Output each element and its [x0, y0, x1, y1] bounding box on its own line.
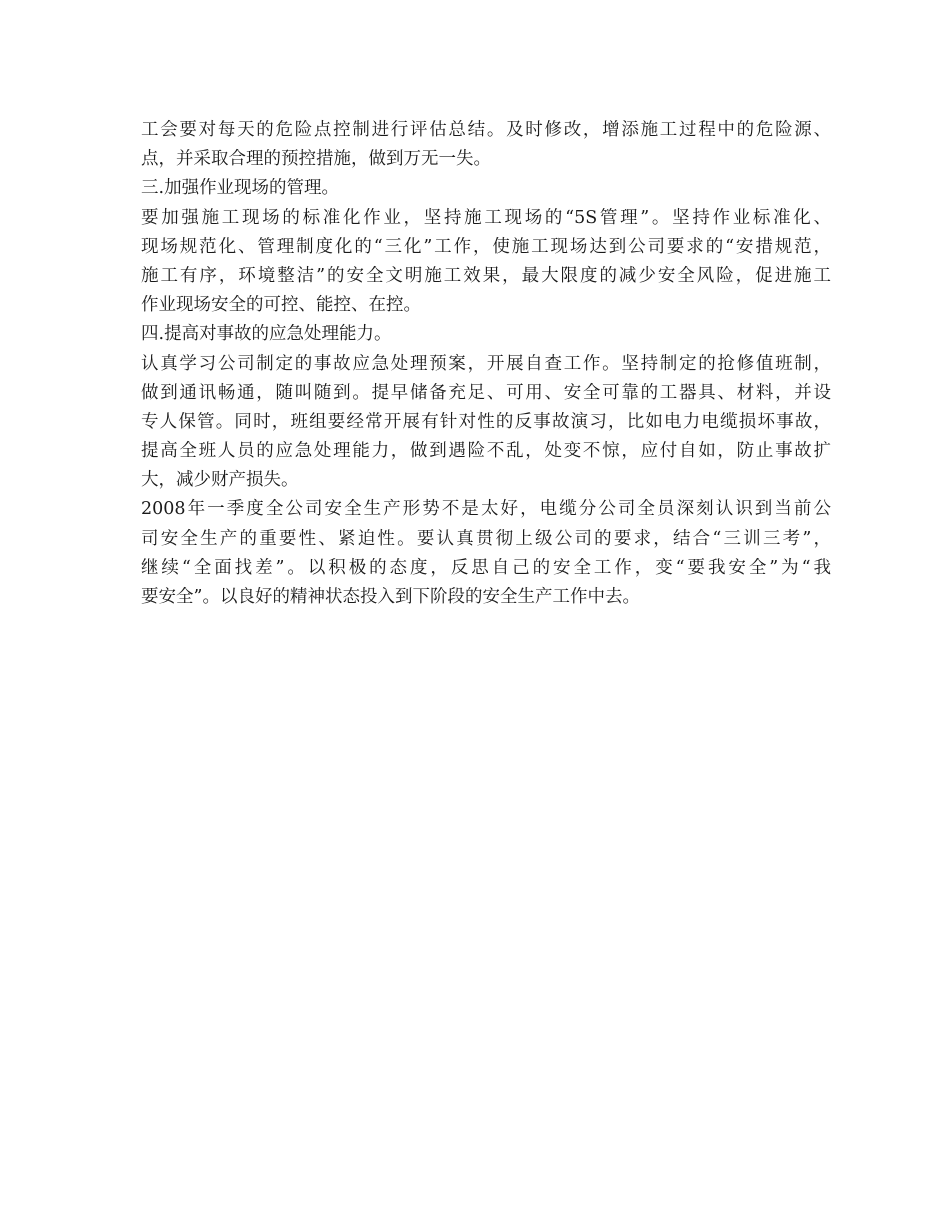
text-line: 专人保管。同时，班组要经常开展有针对性的反事故演习，比如电力电缆损坏事故， — [141, 411, 831, 432]
text-line: 大，减少财产损失。 — [141, 470, 299, 491]
text-line: 2008年一季度全公司安全生产形势不是太好，电缆分公司全员深刻认识到当前公 — [141, 499, 831, 520]
text-line: 提高全班人员的应急处理能力，做到遇险不乱，处变不惊，应付自如，防止事故扩 — [141, 441, 831, 462]
text-line: 要安全”。以良好的精神状态投入到下阶段的安全生产工作中去。 — [141, 587, 640, 607]
text-line: 作业现场安全的可控、能控、在控。 — [141, 295, 421, 316]
paragraph-conclusion — [141, 495, 831, 612]
text-line: 现场规范化、管理制度化的“三化”工作，使施工现场达到公司要求的“安措规范， — [141, 236, 831, 257]
heading-line: 三.加强作业现场的管理。 — [141, 178, 340, 199]
heading-line: 四.提高对事故的应急处理能力。 — [141, 324, 392, 345]
text-line: 继续“全面找差”。以积极的态度，反思自己的安全工作，变“要我安全”为“我 — [141, 557, 831, 578]
section-heading-emergency-response — [141, 320, 831, 349]
paragraph-risk-evaluation — [141, 116, 831, 174]
paragraph-emergency-response — [141, 350, 831, 496]
text-line: 工会要对每天的危险点控制进行评估总结。及时修改，增添施工过程中的危险源、 — [141, 120, 831, 140]
paragraph-site-management — [141, 204, 831, 321]
text-line: 认真学习公司制定的事故应急处理预案，开展自查工作。坚持制定的抢修值班制， — [141, 353, 831, 374]
text-line: 做到通讯畅通，随叫随到。提早储备充足、可用、安全可靠的工器具、材料，并设 — [141, 382, 831, 403]
text-line: 点，并采取合理的预控措施，做到万无一失。 — [141, 149, 491, 170]
text-line: 施工有序，环境整洁”的安全文明施工效果，最大限度的减少安全风险，促进施工 — [141, 265, 831, 286]
text-line: 要加强施工现场的标准化作业，坚持施工现场的“5S管理”。坚持作业标准化、 — [141, 207, 831, 228]
section-heading-site-management — [141, 174, 831, 203]
document-body — [141, 116, 831, 612]
text-line: 司安全生产的重要性、紧迫性。要认真贯彻上级公司的要求，结合“三训三考”， — [141, 528, 831, 549]
